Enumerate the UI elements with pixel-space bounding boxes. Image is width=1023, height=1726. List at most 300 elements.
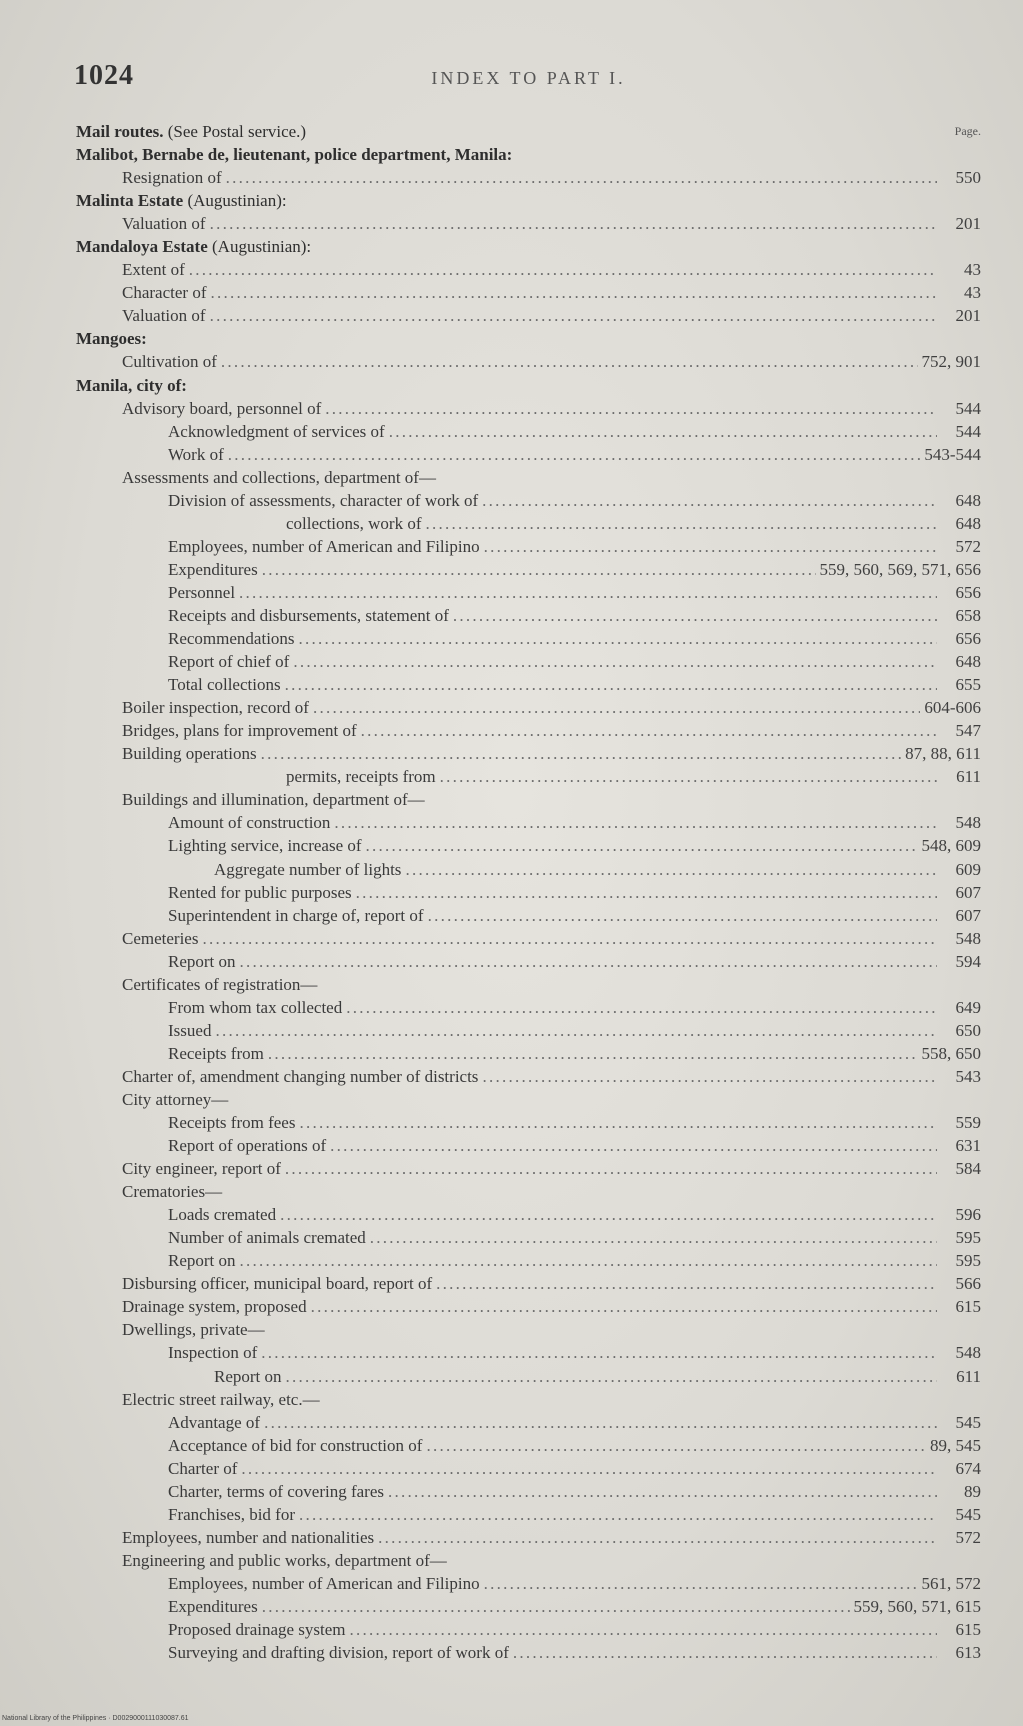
entry-label: Rented for public purposes [168, 882, 352, 902]
entry-label: Acknowledgment of services of [168, 421, 385, 441]
entry-text [168, 1249, 236, 1272]
page-reference: 674 [955, 1458, 981, 1478]
entry-label: permits, receipts from [286, 767, 436, 787]
leader-dots [262, 1595, 850, 1618]
index-entry [76, 1111, 981, 1134]
entry-text [122, 1065, 478, 1088]
page-reference: 559, 560, 569, 571, 656 [819, 559, 981, 579]
page-reference: 559 [955, 1113, 981, 1133]
page-reference: 613 [955, 1643, 981, 1663]
index-entry [76, 212, 981, 235]
entry-label: Building operations [122, 744, 257, 764]
page-reference: 550 [955, 168, 981, 188]
page-reference: 595 [955, 1251, 981, 1271]
entry-text [168, 1480, 384, 1503]
entry-text [168, 1019, 211, 1042]
running-title: INDEX TO PART I. [431, 68, 626, 88]
index-entry [76, 1065, 981, 1088]
index-entry [76, 788, 981, 811]
library-credit: National Library of the Philippines · D0029000111030087.61 [2, 1715, 189, 1722]
index-entry [76, 443, 981, 466]
page-reference: 604-606 [924, 698, 981, 718]
leader-dots [268, 1042, 918, 1065]
entry-label: Expenditures [168, 1597, 258, 1616]
page-reference: 648 [955, 490, 981, 510]
page-reference: 89, 545 [930, 1435, 981, 1455]
leader-dots [484, 1572, 918, 1595]
index-entry [76, 742, 981, 765]
index-heading [76, 189, 981, 212]
page-reference: 558, 650 [921, 1043, 981, 1063]
entry-label: Advantage of [168, 1412, 261, 1432]
index-entry [76, 1572, 981, 1595]
entry-text [76, 189, 287, 212]
leader-dots [330, 1134, 937, 1157]
entry-text [168, 1618, 346, 1641]
page-header [74, 60, 983, 94]
entry-text [168, 535, 480, 558]
entry-note: (Augustinian): [207, 237, 312, 257]
index-entry [76, 696, 981, 719]
page-reference: 548, 609 [921, 836, 981, 856]
entry-text [122, 927, 198, 950]
entry-label: City engineer, report of [122, 1159, 281, 1179]
index-entry [76, 811, 981, 834]
index-entry [76, 1157, 981, 1180]
index-entry [76, 281, 981, 304]
entry-label: Drainage system, proposed [122, 1297, 307, 1317]
index-entry [76, 581, 981, 604]
entry-label: Crematories— [122, 1182, 223, 1202]
index-entry [76, 1457, 981, 1480]
leader-dots [436, 1272, 937, 1295]
index-entry [76, 166, 981, 189]
entry-text [286, 765, 436, 788]
page-reference: 611 [956, 1366, 981, 1386]
entry-text [168, 1134, 326, 1157]
entry-label: Manila, city of: [76, 375, 187, 395]
entry-label: Aggregate number of lights [214, 859, 402, 879]
leader-dots [313, 696, 920, 719]
leader-dots [221, 350, 918, 373]
page-reference: 611 [956, 767, 981, 787]
index-entry [76, 881, 981, 904]
leader-dots [189, 258, 937, 281]
page-reference: 561, 572 [921, 1573, 981, 1593]
entry-label: Acceptance of bid for construction of [168, 1435, 423, 1455]
leader-dots [482, 489, 937, 512]
index-entry [76, 1365, 981, 1388]
entry-label: Mandaloya Estate [76, 237, 208, 257]
entry-text [168, 1641, 509, 1664]
entry-label: Lighting service, increase of [168, 836, 362, 856]
page-reference: 658 [955, 605, 981, 625]
index-entry [76, 904, 981, 927]
entry-label: Work of [168, 444, 224, 464]
index-entry [76, 1134, 981, 1157]
index-entry [76, 1226, 981, 1249]
leader-dots [428, 904, 937, 927]
index-entry [76, 627, 981, 650]
index-heading [76, 235, 981, 258]
entry-text [168, 1411, 260, 1434]
entry-label: Recommendations [168, 629, 295, 649]
entry-text [122, 1549, 447, 1572]
entry-text [214, 1365, 282, 1388]
entry-text [168, 673, 281, 696]
entry-text [122, 1295, 307, 1318]
entry-label: Report on [168, 1251, 236, 1271]
entry-text [168, 604, 449, 627]
index-entry [76, 1341, 981, 1364]
leader-dots [426, 512, 938, 535]
entry-text [168, 627, 295, 650]
page-reference: 43 [964, 283, 981, 303]
index-entry [76, 927, 981, 950]
leader-dots [262, 558, 816, 581]
index-entry [76, 1549, 981, 1572]
entry-text [168, 1572, 480, 1595]
page-reference: 595 [955, 1228, 981, 1248]
entry-label: Resignation of [122, 168, 222, 188]
entry-text [168, 811, 330, 834]
entry-label: Valuation of [122, 214, 206, 234]
page-reference: 548 [955, 928, 981, 948]
page-reference: 615 [955, 1620, 981, 1640]
leader-dots [356, 881, 937, 904]
leader-dots [240, 1249, 937, 1272]
page-reference: 656 [955, 629, 981, 649]
index-heading [76, 120, 981, 143]
index-entry [76, 1526, 981, 1549]
leader-dots [280, 1203, 937, 1226]
entry-label: Boiler inspection, record of [122, 698, 309, 718]
entry-label: Assessments and collections, department of— [122, 467, 436, 487]
leader-dots [239, 581, 937, 604]
entry-text [122, 1526, 374, 1549]
index-entry [76, 1180, 981, 1203]
leader-dots [264, 1411, 937, 1434]
entry-text [122, 1157, 281, 1180]
entry-text [168, 650, 289, 673]
entry-text [122, 258, 185, 281]
entry-text [122, 719, 357, 742]
index-entry [76, 512, 981, 535]
leader-dots [215, 1019, 937, 1042]
page-reference: 648 [955, 513, 981, 533]
leader-dots [210, 304, 937, 327]
index-entry [76, 973, 981, 996]
entry-label: Report of operations of [168, 1136, 327, 1156]
entry-label: Report of chief of [168, 652, 290, 672]
index-entry [76, 1318, 981, 1341]
page-reference: 584 [955, 1159, 981, 1179]
page-reference: 752, 901 [921, 352, 981, 372]
leader-dots [366, 834, 918, 857]
entry-text [168, 581, 235, 604]
entry-text [168, 443, 224, 466]
entry-text [168, 1434, 422, 1457]
leader-dots [378, 1526, 937, 1549]
entry-label: Employees, number of American and Filipino [168, 536, 480, 556]
entry-label: Surveying and drafting division, report of work of [168, 1643, 509, 1663]
index-entry [76, 650, 981, 673]
entry-text [168, 1341, 257, 1364]
entry-label: Advisory board, personnel of [122, 398, 322, 418]
index-entry [76, 1411, 981, 1434]
entry-label: Superintendent in charge of, report of [168, 905, 424, 925]
leader-dots [210, 212, 937, 235]
entry-label: Employees, number of American and Filipino [168, 1573, 480, 1593]
entry-text [122, 1388, 320, 1411]
entry-text [122, 1318, 265, 1341]
page-reference: 545 [955, 1412, 981, 1432]
leader-dots [210, 281, 937, 304]
entry-label: Mail routes. [76, 122, 164, 141]
entry-text [122, 1180, 222, 1203]
page-reference: 572 [955, 1527, 981, 1547]
index-entry [76, 719, 981, 742]
page-reference: 655 [955, 675, 981, 695]
index-entry [76, 535, 981, 558]
index-entry [76, 1019, 981, 1042]
page-reference: 548 [955, 1343, 981, 1363]
entry-text [168, 1503, 295, 1526]
entry-text [168, 1226, 366, 1249]
leader-dots [361, 719, 937, 742]
entry-text [122, 742, 257, 765]
entry-label: Extent of [122, 260, 185, 280]
leader-dots [346, 996, 937, 1019]
leader-dots [311, 1295, 937, 1318]
leader-dots [389, 420, 937, 443]
index-entry [76, 858, 981, 881]
page-reference: 615 [955, 1297, 981, 1317]
entry-label: Issued [168, 1020, 212, 1040]
page-reference: 648 [955, 652, 981, 672]
entry-label: Receipts from fees [168, 1113, 296, 1133]
index-entry [76, 489, 981, 512]
leader-dots [240, 950, 937, 973]
index-entry [76, 466, 981, 489]
entry-text [76, 374, 187, 397]
index-entry [76, 996, 981, 1019]
leader-dots [482, 1065, 937, 1088]
entry-label: Personnel [168, 582, 236, 602]
entry-label: Engineering and public works, department of— [122, 1550, 447, 1570]
entry-text [168, 1042, 264, 1065]
entry-text [122, 304, 206, 327]
leader-dots [484, 535, 937, 558]
leader-dots [334, 811, 937, 834]
index-entry [76, 1042, 981, 1065]
page-reference: 548 [955, 813, 981, 833]
entry-text [168, 996, 342, 1019]
index-entry [76, 1480, 981, 1503]
page-reference: 649 [955, 997, 981, 1017]
index-entries [76, 120, 981, 1664]
entry-text [168, 834, 362, 857]
entry-text [168, 1203, 276, 1226]
entry-text [168, 1457, 237, 1480]
leader-dots [440, 765, 937, 788]
leader-dots [226, 166, 937, 189]
entry-label: Cultivation of [122, 352, 217, 372]
page-reference: 656 [955, 582, 981, 602]
entry-label: Character of [122, 283, 207, 303]
entry-label: Franchises, bid for [168, 1504, 296, 1524]
leader-dots [370, 1226, 937, 1249]
index-entry [76, 950, 981, 973]
entry-label: Amount of construction [168, 813, 331, 833]
entry-note: (Augustinian): [183, 191, 287, 211]
index-entry [76, 1088, 981, 1111]
page-number: 1024 [74, 60, 134, 91]
entry-label: Malinta Estate [76, 191, 184, 211]
entry-text [76, 327, 147, 350]
entry-label: Proposed drainage system [168, 1620, 346, 1640]
entry-label: Division of assessments, character of work of [168, 490, 479, 510]
entry-label: Number of animals cremated [168, 1228, 366, 1248]
entry-text [168, 904, 424, 927]
entry-label: Charter of, amendment changing number of districts [122, 1066, 479, 1086]
entry-text [76, 143, 512, 166]
page-reference: 594 [955, 951, 981, 971]
entry-label: Charter of [168, 1458, 238, 1478]
leader-dots [285, 673, 937, 696]
entry-text [76, 120, 306, 143]
leader-dots [261, 1341, 937, 1364]
entry-label: collections, work of [286, 513, 422, 533]
index-entry [76, 1388, 981, 1411]
entry-label: Report on [214, 1366, 282, 1386]
index-entry [76, 1595, 981, 1618]
page-reference: 89 [964, 1481, 981, 1501]
entry-text [122, 466, 436, 489]
index-entry [76, 558, 981, 581]
entry-text [168, 881, 352, 904]
leader-dots [513, 1641, 937, 1664]
leader-dots [453, 604, 937, 627]
leader-dots [286, 1365, 937, 1388]
page-reference: 559, 560, 571, 615 [853, 1597, 981, 1616]
leader-dots [388, 1480, 937, 1503]
entry-label: Disbursing officer, municipal board, report of [122, 1274, 433, 1294]
index-entry [76, 1295, 981, 1318]
entry-text [122, 281, 206, 304]
leader-dots [293, 650, 937, 673]
page-reference: 544 [955, 398, 981, 418]
index-entry [76, 1249, 981, 1272]
page-reference: 87, 88, 611 [905, 744, 981, 764]
leader-dots [325, 397, 937, 420]
entry-text [122, 1272, 432, 1295]
page-reference: 650 [955, 1020, 981, 1040]
page-reference: 545 [955, 1504, 981, 1524]
entry-label: Loads cremated [168, 1205, 277, 1225]
index-entry [76, 420, 981, 443]
entry-text [122, 350, 217, 373]
page-reference: 547 [955, 721, 981, 741]
entry-text [122, 973, 317, 996]
entry-label: City attorney— [122, 1089, 229, 1109]
index-entry [76, 1618, 981, 1641]
entry-label: Total collections [168, 675, 281, 695]
leader-dots [261, 742, 902, 765]
page-reference: 201 [955, 306, 981, 326]
page-reference: 43 [964, 260, 981, 280]
entry-label: Electric street railway, etc.— [122, 1389, 320, 1409]
page-reference: 543 [955, 1066, 981, 1086]
page-reference: 572 [955, 536, 981, 556]
entry-label: Report on [168, 951, 236, 971]
entry-text [122, 696, 309, 719]
index-entry [76, 673, 981, 696]
page-reference: 609 [955, 859, 981, 879]
entry-label: Bridges, plans for improvement of [122, 721, 357, 741]
entry-label: Receipts from [168, 1043, 264, 1063]
page-reference: 596 [955, 1205, 981, 1225]
leader-dots [405, 858, 937, 881]
leader-dots [228, 443, 921, 466]
entry-label: Certificates of registration— [122, 974, 318, 994]
page-reference: 607 [955, 905, 981, 925]
entry-text [168, 558, 258, 581]
leader-dots [241, 1457, 937, 1480]
index-entry [76, 1272, 981, 1295]
entry-text [214, 858, 401, 881]
entry-text [122, 212, 206, 235]
entry-label: Inspection of [168, 1343, 258, 1363]
leader-dots [299, 1503, 937, 1526]
entry-text [168, 420, 385, 443]
entry-label: From whom tax collected [168, 997, 343, 1017]
entry-label: Malibot, Bernabe de, lieutenant, police department, Manila: [76, 145, 513, 165]
index-entry [76, 1641, 981, 1664]
leader-dots [299, 627, 937, 650]
index-entry [76, 1434, 981, 1457]
page-reference: 607 [955, 882, 981, 902]
leader-dots [202, 927, 937, 950]
entry-label: Receipts and disbursements, statement of [168, 605, 449, 625]
entry-label: Dwellings, private— [122, 1320, 265, 1340]
entry-label: Expenditures [168, 559, 258, 579]
index-heading [76, 374, 981, 397]
page-reference: 201 [955, 214, 981, 234]
entry-text [76, 235, 311, 258]
index-entry [76, 834, 981, 857]
entry-text [122, 166, 222, 189]
page-reference: 631 [955, 1136, 981, 1156]
entry-text [168, 950, 236, 973]
index-entry [76, 604, 981, 627]
leader-dots [285, 1157, 937, 1180]
index-entry [76, 1503, 981, 1526]
entry-text [168, 489, 478, 512]
entry-text [122, 1088, 228, 1111]
leader-dots [350, 1618, 937, 1641]
index-entry [76, 258, 981, 281]
index-heading [76, 327, 981, 350]
index-entry [76, 304, 981, 327]
page-column-label: Page. [954, 124, 981, 138]
entry-label: Mangoes: [76, 329, 147, 349]
entry-text [168, 1111, 295, 1134]
index-entry [76, 397, 981, 420]
index-entry [76, 350, 981, 373]
leader-dots [426, 1434, 926, 1457]
page-reference: 544 [955, 421, 981, 441]
